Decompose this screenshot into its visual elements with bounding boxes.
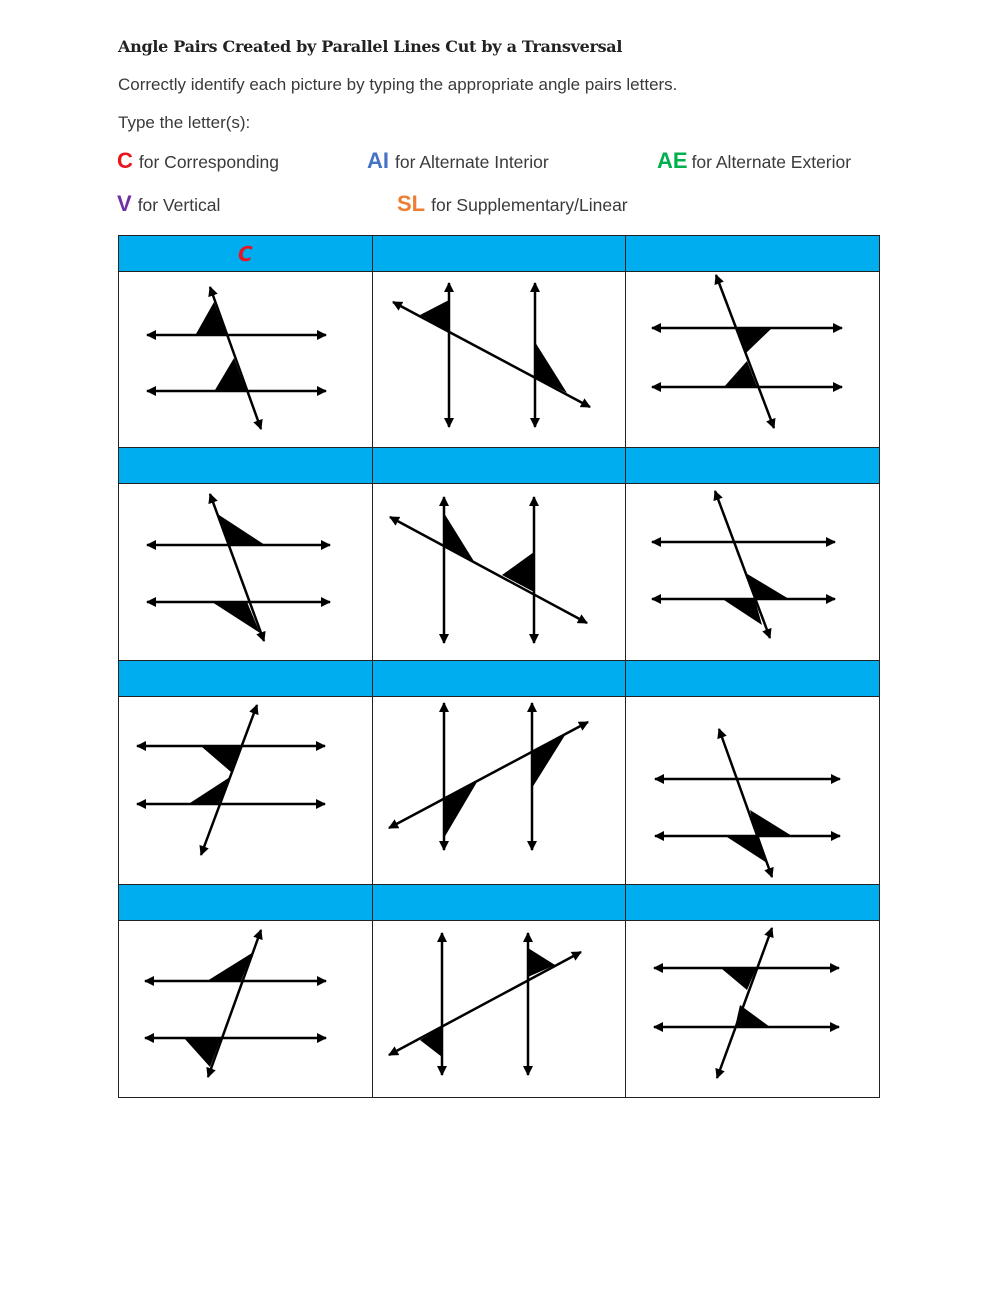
diagram-cell-6 [626,484,880,661]
answer-input-5[interactable] [373,448,626,483]
diagram-cell-3 [626,272,880,448]
diagram-cell-4 [119,484,373,661]
answer-cell[interactable] [372,661,626,697]
legend-corresponding [117,148,279,174]
diagram-cell-1 [119,272,373,448]
prompt: Type the letter(s): [118,113,251,132]
answer-input-12[interactable] [626,885,879,920]
answer-input-6[interactable] [626,448,879,483]
diagram-cell-9 [626,697,880,885]
legend-label: for Alternate Exterior [691,152,852,172]
answer-cell[interactable] [119,448,373,484]
legend-label: for Supplementary/Linear [431,195,628,215]
answer-grid [118,235,880,1098]
legend-label: for Corresponding [138,152,279,172]
diagram-cell-11 [372,921,626,1098]
answer-cell[interactable] [626,448,880,484]
diagram-cell-2 [372,272,626,448]
answer-input-9[interactable] [626,661,879,696]
answer-cell[interactable] [119,885,373,921]
answer-input-3[interactable] [626,236,879,271]
legend-supplementary-linear [397,191,628,217]
answer-cell[interactable] [626,885,880,921]
answer-input-11[interactable] [373,885,626,920]
answer-cell[interactable] [372,236,626,272]
legend-code: AI [367,148,389,173]
page-title: Angle Pairs Created by Parallel Lines Cut by a Transversal [118,37,623,56]
answer-input-7[interactable] [119,661,372,696]
legend-code: AE [657,148,688,173]
legend-code: V [117,191,132,216]
legend-code: C [117,148,133,173]
answer-cell[interactable] [626,236,880,272]
answer-input-2[interactable] [373,236,626,271]
instructions: Correctly identify each picture by typing the appropriate angle pairs letters. [118,75,678,94]
answer-cell[interactable] [372,448,626,484]
answer-cell[interactable] [119,236,373,272]
answer-cell[interactable] [119,661,373,697]
diagram-cell-12 [626,921,880,1098]
answer-input-1[interactable] [119,236,372,271]
diagram-cell-8 [372,697,626,885]
diagram-cell-7 [119,697,373,885]
answer-input-10[interactable] [119,885,372,920]
diagram-cell-10 [119,921,373,1098]
answer-cell[interactable] [626,661,880,697]
answer-cell[interactable] [372,885,626,921]
legend-code: SL [397,191,426,216]
answer-input-8[interactable] [373,661,626,696]
legend-alternate-interior [367,148,549,174]
legend-vertical [117,191,220,217]
answer-input-4[interactable] [119,448,372,483]
legend-label: for Vertical [137,195,221,215]
legend-alternate-exterior [657,148,851,174]
diagram-cell-5 [372,484,626,661]
legend-label: for Alternate Interior [395,152,549,172]
